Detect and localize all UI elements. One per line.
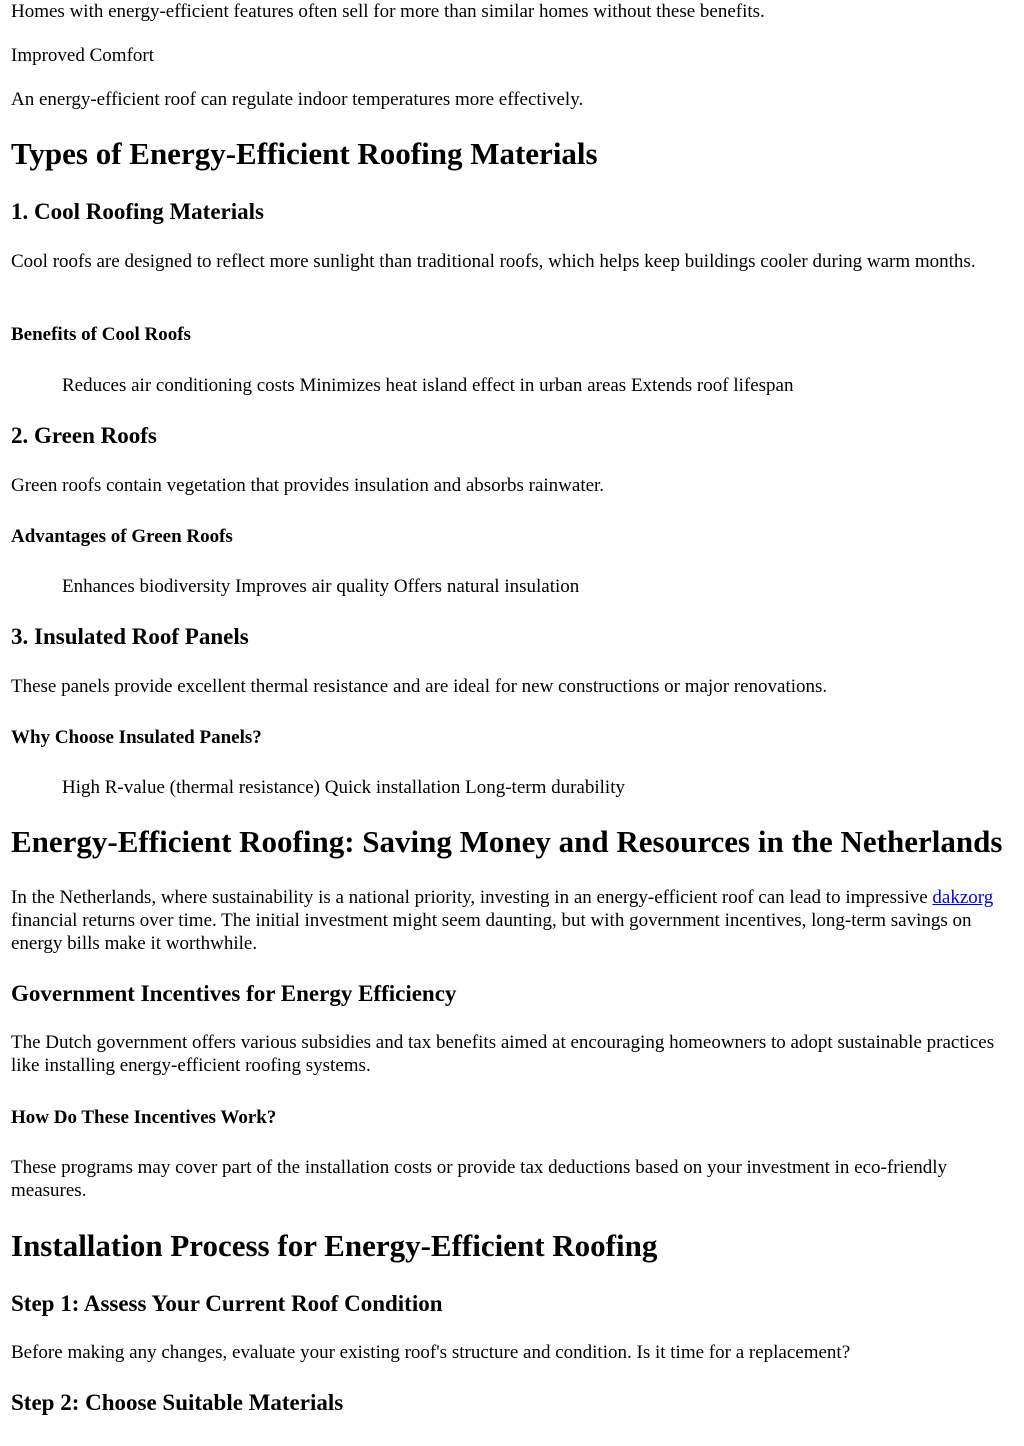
dakzorg-link[interactable]: dakzorg [932,887,994,908]
netherlands-text-after: financial returns over time. The initial investment might seem daunting, but with government incentives, long-term savings on energy bills make it worthwhile. [11,910,972,954]
step2-heading: Step 2: Choose Suitable Materials [11,1390,344,1415]
cool-roofing-text: Cool roofs are designed to reflect more sunlight than traditional roofs, which helps keep buildings cooler during warm months. [11,251,976,272]
green-roofs-heading: 2. Green Roofs [11,423,157,448]
incentives-how-heading: How Do These Incentives Work? [11,1107,277,1128]
intro-paragraph: Homes with energy-efficient features often sell for more than similar homes without these benefits. [11,1,765,22]
improved-comfort-label: Improved Comfort [11,45,155,66]
insulated-panels-why-heading: Why Choose Insulated Panels? [11,727,262,748]
installation-heading: Installation Process for Energy-Efficient Roofing [11,1228,658,1263]
netherlands-paragraph [11,886,1013,955]
incentives-heading: Government Incentives for Energy Efficiency [11,981,457,1006]
cool-roofing-heading: 1. Cool Roofing Materials [11,199,264,224]
green-roofs-advantages-heading: Advantages of Green Roofs [11,526,233,547]
insulated-panels-list: High R-value (thermal resistance) Quick installation Long-term durability [62,777,625,798]
types-heading: Types of Energy-Efficient Roofing Materials [11,136,598,171]
step1-text: Before making any changes, evaluate your existing roof's structure and condition. Is it time for a replacement? [11,1342,851,1363]
cool-roofs-benefits-list: Reduces air conditioning costs Minimizes heat island effect in urban areas Extends roof lifespan [62,375,794,396]
cool-roofs-benefits-heading: Benefits of Cool Roofs [11,324,191,345]
green-roofs-advantages-list: Enhances biodiversity Improves air quality Offers natural insulation [62,576,580,597]
incentives-how-text: These programs may cover part of the installation costs or provide tax deductions based on your investment in eco-friendly measures. [11,1157,948,1201]
green-roofs-text: Green roofs contain vegetation that provides insulation and absorbs rainwater. [11,475,605,496]
insulated-panels-heading: 3. Insulated Roof Panels [11,624,249,649]
incentives-text: The Dutch government offers various subsidies and tax benefits aimed at encouraging homeowners to adopt sustainable practices like installing energy-efficient roofing systems. [11,1032,995,1076]
step1-heading: Step 1: Assess Your Current Roof Condition [11,1291,443,1316]
comfort-paragraph: An energy-efficient roof can regulate indoor temperatures more effectively. [11,89,584,110]
insulated-panels-text: These panels provide excellent thermal resistance and are ideal for new constructions or major renovations. [11,676,828,697]
netherlands-text-before: In the Netherlands, where sustainability is a national priority, investing in an energy-efficient roof can lead to impressive [11,887,933,908]
netherlands-heading: Energy-Efficient Roofing: Saving Money and Resources in the Netherlands [11,824,1003,859]
